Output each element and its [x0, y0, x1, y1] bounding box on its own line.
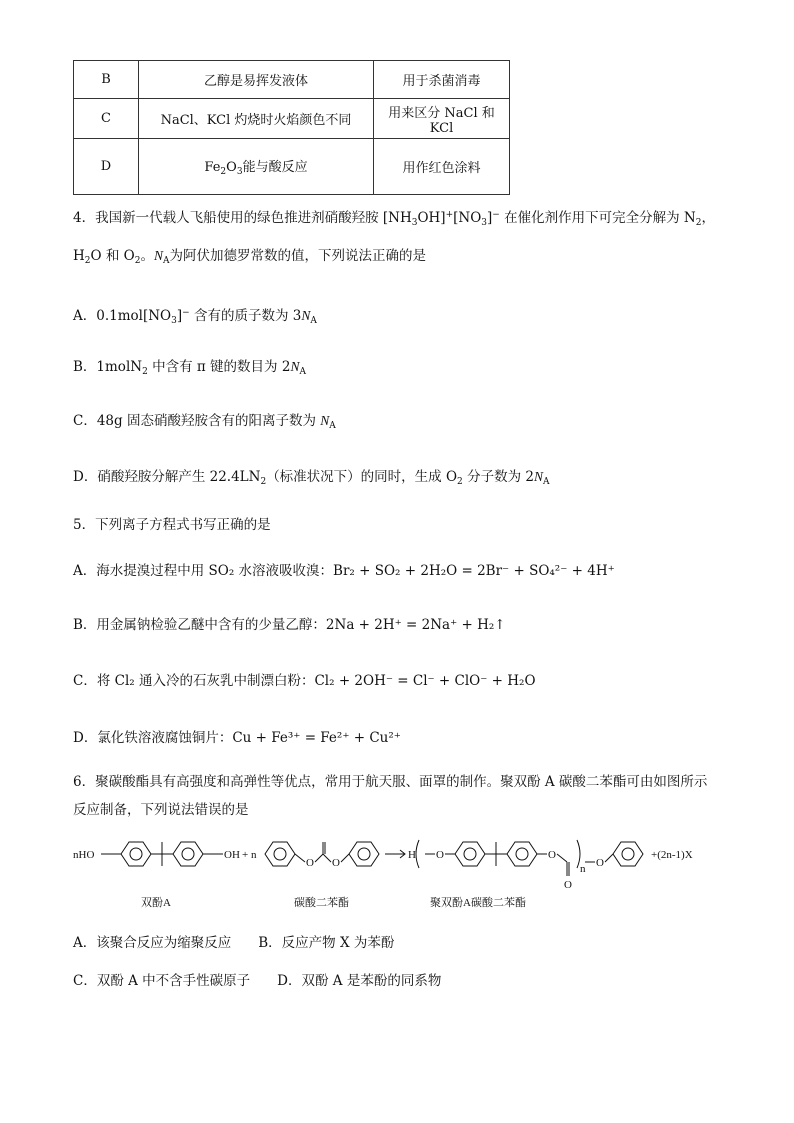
label-bisphenol-a: 双酚A — [141, 897, 171, 909]
q5-option-b: B．用金属钠检验乙醚中含有的少量乙醇：2Na + 2H⁺ = 2Na⁺ + H₂↑ — [73, 617, 506, 633]
hydroxyl-label: OH — [224, 849, 240, 861]
label-diphenyl-carbonate: 碳酸二苯酯 — [294, 897, 349, 909]
plus-n-label: + n — [242, 849, 257, 861]
table-row — [74, 99, 510, 139]
q5-option-c: C．将 Cl₂ 通入冷的石灰乳中制漂白粉：Cl₂ + 2OH⁻ = Cl⁻ + ClO⁻ + H₂O — [73, 673, 536, 689]
table-row — [74, 139, 510, 195]
table-key: C — [74, 99, 139, 139]
q6-stem-line1: 6．聚碳酸酯具有高强度和高弹性等优点，常用于航天服、面罩的制作。聚双酚 A 碳酸二苯酯可由如图所示 — [73, 774, 708, 790]
q5-stem: 5．下列离子方程式书写正确的是 — [73, 517, 271, 533]
table-key: B — [74, 61, 139, 99]
q6-stem-line2: 反应制备，下列说法错误的是 — [73, 802, 249, 818]
label-polymer: 聚双酚A碳酸二苯酯 — [430, 897, 526, 909]
q6-options-row2: C．双酚 A 中不含手性碳原子 D．双酚 A 是苯酚的同系物 — [73, 973, 442, 989]
hydrogen-label: H — [408, 849, 416, 861]
oxygen-label: O — [306, 857, 314, 869]
table-key: D — [74, 139, 139, 195]
table-use: 用于杀菌消毒 — [374, 61, 510, 99]
reaction-diagram — [73, 832, 713, 918]
q4-option-b: B．1molN$_2$ 中含有 π 键的数目为 $2N_A$ — [73, 359, 306, 377]
oxygen-label: O — [436, 849, 444, 861]
table-use: 用来区分 NaCl 和 KCl — [374, 99, 510, 139]
oxygen-label: O — [332, 857, 340, 869]
table-fact: NaCl、KCl 灼烧时火焰颜色不同 — [139, 99, 374, 139]
repeat-n-label: n — [580, 863, 586, 875]
table-fact: $Fe_2O_3$能与酸反应 — [139, 139, 374, 195]
q4-option-c: C．48g 固态硝酸羟胺含有的阳离子数为 $N_A$ — [73, 413, 336, 431]
oxygen-label: O — [596, 857, 604, 869]
oxygen-label: O — [564, 879, 572, 891]
q4-stem-line1: 4．我国新一代载人飞船使用的绿色推进剂硝酸羟胺 $[NH_3OH]^+[NO_3]^-$ 在催化剂作用下可完全分解为 $N_2$， — [73, 210, 715, 228]
q5-option-a: A．海水提溴过程中用 SO₂ 水溶液吸收溴：Br₂ + SO₂ + 2H₂O = 2Br⁻ + SO₄²⁻ + 4H⁺ — [73, 563, 615, 579]
oxygen-label: O — [548, 849, 556, 861]
table-row — [74, 61, 510, 99]
q6-options-row1: A．该聚合反应为缩聚反应 B．反应产物 X 为苯酚 — [73, 935, 395, 951]
q5-option-d: D．氯化铁溶液腐蚀铜片：Cu + Fe³⁺ = Fe²⁺ + Cu²⁺ — [73, 730, 401, 746]
q4-option-a: A．$0.1mol[NO_3]^-$ 含有的质子数为 $3N_A$ — [73, 308, 317, 326]
answer-table — [73, 60, 510, 195]
q4-option-d: D．硝酸羟胺分解产生 $22.4LN_2$（标准状况下）的同时，生成 $O_2$ 分子数为 $2N_A$ — [73, 469, 550, 487]
reactant-bisphenol-prefix: nHO — [73, 849, 95, 861]
q4-stem-line2: $H_2O$ 和 $O_2$。$N_A$为阿伏加德罗常数的值，下列说法正确的是 — [73, 248, 426, 266]
table-fact: 乙醇是易挥发液体 — [139, 61, 374, 99]
by-product-label: +(2n-1)X — [651, 849, 693, 861]
table-use: 用作红色涂料 — [374, 139, 510, 195]
